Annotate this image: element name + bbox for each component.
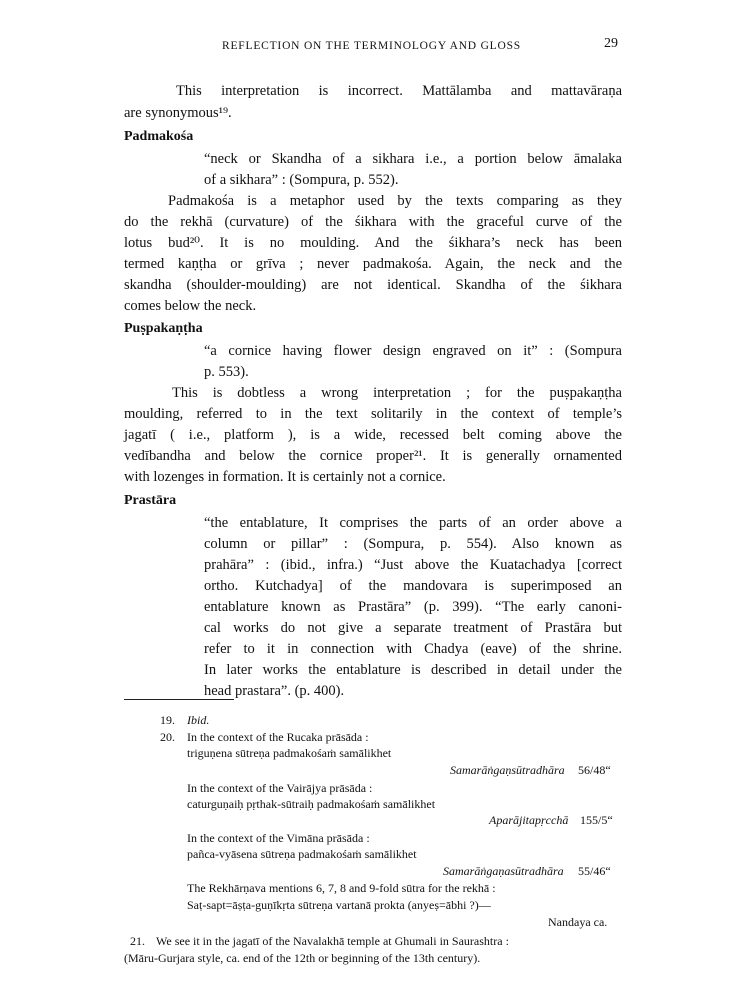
body-line: This interpretation is incorrect. Mattālamba and mattavāraṇa	[176, 83, 622, 99]
footnote-number: 20.	[160, 730, 175, 744]
footnote-line: (Māru-Gurjara style, ca. end of the 12th or beginning of the 13th century).	[124, 951, 481, 965]
page-number: 29	[604, 36, 618, 51]
quote-line: p. 553).	[204, 364, 249, 380]
footnote-line: In the context of the Rucaka prāsāda :	[187, 730, 369, 744]
quote-line: In later works the entablature is described in detail under the	[204, 662, 622, 678]
footnote-line: caturguṇaiḥ pṛthak-sūtraiḥ padmakośaṁ samālikhet	[187, 797, 436, 811]
body-line: lotus bud²⁰. It is no moulding. And the śikhara’s neck has been	[124, 235, 622, 251]
quote-line: column or pillar” : (Sompura, p. 554). Also known as	[204, 536, 622, 552]
quote-line: “the entablature, It comprises the parts of an order above a	[204, 515, 622, 531]
footnote-line: Ibid.	[187, 713, 210, 727]
footnote-line: pañca-vyāsena sūtreṇa padmakośaṁ samālikhet	[187, 847, 417, 861]
footnote-number: 19.	[160, 713, 175, 727]
footnote-line: Saṭ-sapt=āṣṭa-guṇīkṛta sūtreṇa vartanā prokta (anyeṣ=ābhi ?)—	[187, 898, 491, 912]
body-line: skandha (shoulder-moulding) are not identical. Skandha of the śikhara	[124, 277, 622, 293]
footnote-line: Nandaya ca.	[548, 915, 608, 929]
quote-line: “neck or Skandha of a sikhara i.e., a portion below āmalaka	[204, 151, 622, 167]
section-heading-puspakantha: Puṣpakaṇṭha	[124, 321, 203, 336]
body-line: with lozenges in formation. It is certainly not a cornice.	[124, 469, 446, 485]
body-line: termed kaṇṭha or grīva ; never padmakośa. Again, the neck and the	[124, 256, 622, 272]
footnote-reference: 55/46“	[578, 864, 611, 878]
body-line: This is dobtless a wrong interpretation ; for the puṣpakaṇṭha	[172, 385, 622, 401]
quote-line: of a sikhara” : (Sompura, p. 552).	[204, 172, 399, 188]
quote-line: ortho. Kutchadya] of the mandovara is superimposed an	[204, 578, 622, 594]
body-line: Padmakośa is a metaphor used by the texts comparing as they	[168, 193, 622, 209]
section-heading-padmakosa: Padmakośa	[124, 129, 194, 144]
footnote-line: The Rekhārṇava mentions 6, 7, 8 and 9-fold sūtra for the rekhā :	[187, 881, 496, 895]
quote-line: head prastara”. (p. 400).	[204, 683, 345, 699]
quote-line: refer to it in connection with Chadya (eave) of the shrine.	[204, 641, 622, 657]
section-heading-prastara: Prastāra	[124, 493, 177, 508]
footnote-line: In the context of the Vairājya prāsāda :	[187, 781, 373, 795]
running-header: REFLECTION ON THE TERMINOLOGY AND GLOSS	[222, 40, 522, 52]
footnote-line: We see it in the jagatī of the Navalakhā temple at Ghumali in Saurashtra :	[156, 934, 509, 948]
footnote-reference: 56/48“	[578, 763, 611, 777]
footnote-line: In the context of the Vimāna prāsāda :	[187, 831, 370, 845]
body-line: are synonymous¹⁹.	[124, 105, 232, 121]
quote-line: prahāra” : (ibid., infra.) “Just above the Kuatachadya [correct	[204, 557, 622, 573]
footnote-source: Samarāṅgaṇsūtradhāra	[450, 763, 565, 777]
footnote-separator	[124, 699, 234, 700]
body-line: comes below the neck.	[124, 298, 257, 314]
quote-line: cal works do not give a separate treatment of Prastāra but	[204, 620, 622, 636]
body-line: moulding, referred to in the text solitarily in the context of temple’s	[124, 406, 622, 422]
footnote-source: Aparājitapṛcchā	[489, 813, 569, 827]
body-line: vedībandha and below the cornice proper²¹. It is generally ornamented	[124, 448, 622, 464]
body-line: do the rekhā (curvature) of the śikhara with the graceful curve of the	[124, 214, 622, 230]
footnote-source: Samarāṅgaṇasūtradhāra	[443, 864, 564, 878]
quote-line: entablature known as Prastāra” (p. 399). “The early canoni-	[204, 599, 622, 615]
footnote-line: triguṇena sūtreṇa padmakośaṁ samālikhet	[187, 746, 392, 760]
footnote-number: 21.	[130, 934, 145, 948]
quote-line: “a cornice having flower design engraved on it” : (Sompura	[204, 343, 622, 359]
footnote-reference: 155/5“	[580, 813, 613, 827]
body-line: jagatī ( i.e., platform ), is a wide, recessed belt coming above the	[124, 427, 622, 443]
